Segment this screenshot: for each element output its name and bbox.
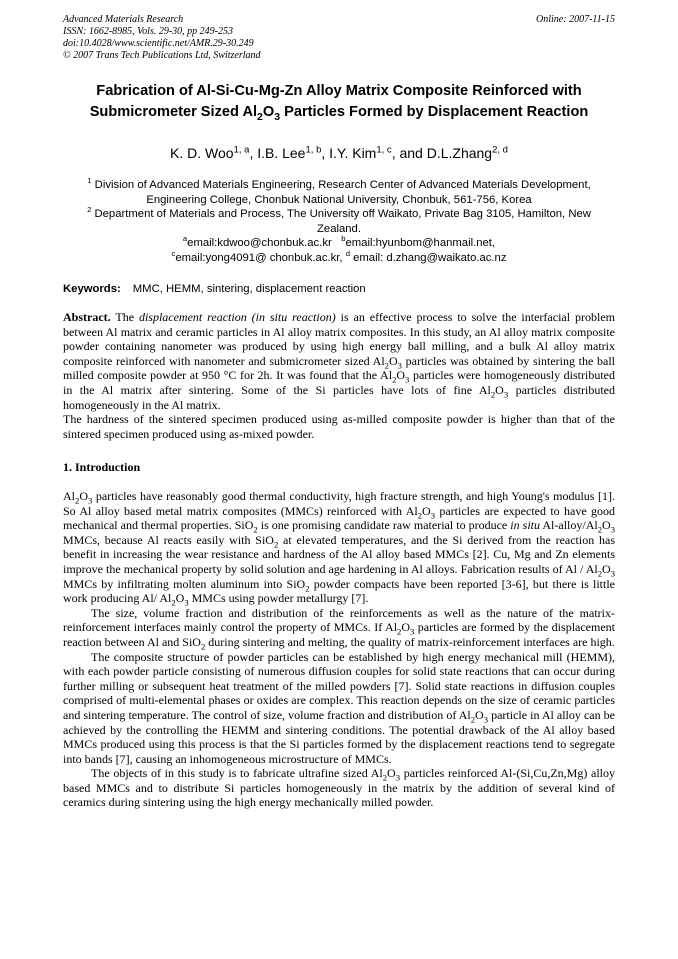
journal-header <box>63 14 615 62</box>
issn-line: ISSN: 1662-8985, Vols. 29-30, pp 249-253 <box>63 26 233 37</box>
keywords-text: MMC, HEMM, sintering, displacement reaction <box>132 283 366 295</box>
section-heading: 1. Introduction <box>63 460 141 474</box>
abstract <box>63 310 615 441</box>
affiliations <box>66 178 612 265</box>
copyright-line: © 2007 Trans Tech Publications Ltd, Switzerland <box>63 50 261 61</box>
email-link[interactable]: email:yong4091@ chonbuk.ac.kr, <box>175 251 343 264</box>
title-line-2: Submicrometer Sized $Al_2O_3$ Particles Formed by Displacement Reaction <box>89 104 589 123</box>
paper-title <box>40 81 638 123</box>
emails-line-1: $^a$email:kdwoo@chonbuk.ac.kr $^b$email:hyunbom@hanmail.net, <box>182 234 496 249</box>
email-link[interactable]: email:kdwoo@chonbuk.ac.kr <box>187 237 332 249</box>
email-link[interactable]: email: d.zhang@waikato.ac.nz <box>349 251 507 264</box>
keywords <box>63 282 615 296</box>
intro-paragraph: The composite structure of powder particles can be established by high energy mechanical mill (HEMM), with each powder particle consisting of numerous diffusion couples for solid state reactions that can occur during further milling or subsequent heat treatment of the milled powders [7]. Solid state reactions in diffusion couples comprised of multi-elemental phases or oxides are complex. This reaction depends on the size of ceramic particles and sintering temperature. The control of size, volume fraction and distribution of $Al_2O_3$ particle in Al alloy can be achieved by the controlling the HEMM and sintering conditions. The potential drawback of the Al alloy based MMCs produced using this process is that the Si particles formed by the displacement reactions tend to segregate into bands [7], causing an inhomogeneous microstructure of MMCs. <box>63 649 615 766</box>
doi-line: doi:10.4028/www.scientific.net/AMR.29-30.249 <box>63 38 254 49</box>
abstract-paragraph: The hardness of the sintered specimen produced using as-milled composite powder is higher than that of the sintered specimen produced using as-mixed powder. <box>63 412 615 441</box>
journal-name: Advanced Materials Research <box>63 14 184 25</box>
keywords-label: Keywords: <box>63 283 121 295</box>
introduction <box>63 489 615 810</box>
intro-paragraph: The objects of in this study is to fabricate ultrafine sized $Al_2O_3$ particles reinforced Al-(Si,Cu,Zn,Mg) alloy based MMCs and to distribute Si particles homogeneously in the matrix by the addition of several kind of ceramics during sintering using the high energy mechanically milled powder. <box>63 766 616 810</box>
abstract-paragraph: Abstract. The displacement reaction (in situ reaction) is an effective process to solve the interfacial problem between Al matrix and ceramic particles in Al alloy matrix composites. In this study, an Al alloy matrix composite powder containing nanometer was produced by using high energy ball milling, and a bulk Al alloy matrix composite reinforced with nanometer and submicrometer sized $Al_2O_3$ particles was obtained by sintering the ball milled composite powder at 950 °C for 2h. It was found that the $Al_2O_3$ particles were homogeneously distributed in the Al matrix after sintering. Some of the Si particles have lots of fine $Al_2O_3$ particles distributed homogeneously in the Al matrix. <box>63 310 615 412</box>
author-list: K. D. Woo$^{1, a}$, I.B. Lee$^{1, b}$, I.Y. Kim$^{1, c}$, and D.L.Zhang$^{2, d}$ <box>170 144 508 161</box>
emails-line-2: $^c$email:yong4091@ chonbuk.ac.kr, $^d$ email: d.zhang@waikato.ac.nz <box>171 248 507 264</box>
affiliation-1: $^1$ Division of Advanced Materials Engineering, Research Center of Advanced Materials Development, Engineering College, Chonbuk National University, Chonbuk, 561-756, Korea <box>87 176 591 206</box>
title-line-1: Fabrication of Al-Si-Cu-Mg-Zn Alloy Matrix Composite Reinforced with <box>96 83 582 99</box>
intro-paragraph: The size, volume fraction and distribution of the reinforcements as well as the nature of the matrix-reinforcement interfaces mainly control the property of MMCs. If $Al_2O_3$ particles are formed by the displacement reaction between Al and SiO$_2$ during sintering and melting, the quality of matrix-reinforcement interfaces are high. <box>63 605 615 652</box>
affiliation-2: $^2$ Department of Materials and Process, The University off Waikato, Private Bag 3105, Hamilton, New Zealand. <box>87 205 591 235</box>
email-link[interactable]: email:hyunbom@hanmail.net, <box>345 237 496 249</box>
online-date: Online: 2007-11-15 <box>536 14 615 25</box>
intro-paragraph: $Al_2O_3$ particles have reasonably good thermal conductivity, high fracture strength, and high Young's modulus [1]. So Al alloy based metal matrix composites (MMCs) reinforced with $Al_2O_3$ particles are expected to have good mechanical and thermal properties. SiO$_2$ is one promising candidate raw material to produce in situ $Al-alloy/Al_2O_3$ MMCs, because Al reacts easily with SiO$_2$ at elevated temperatures, and the Si derived from the reaction has benefit in increasing the wear resistance and hardness of the Al alloy based MMCs [2]. Cu, Mg and Zn elements improve the mechanical property by solid solution and age hardening in Al alloys. Fabrication results of Al / $Al_2O_3$ MMCs by infiltrating molten aluminum into SiO$_2$ powder compacts have been reported [3-6], but there is little work producing Al/ $Al_2O_3$ MMCs using powder metallurgy [7]. <box>63 489 615 608</box>
